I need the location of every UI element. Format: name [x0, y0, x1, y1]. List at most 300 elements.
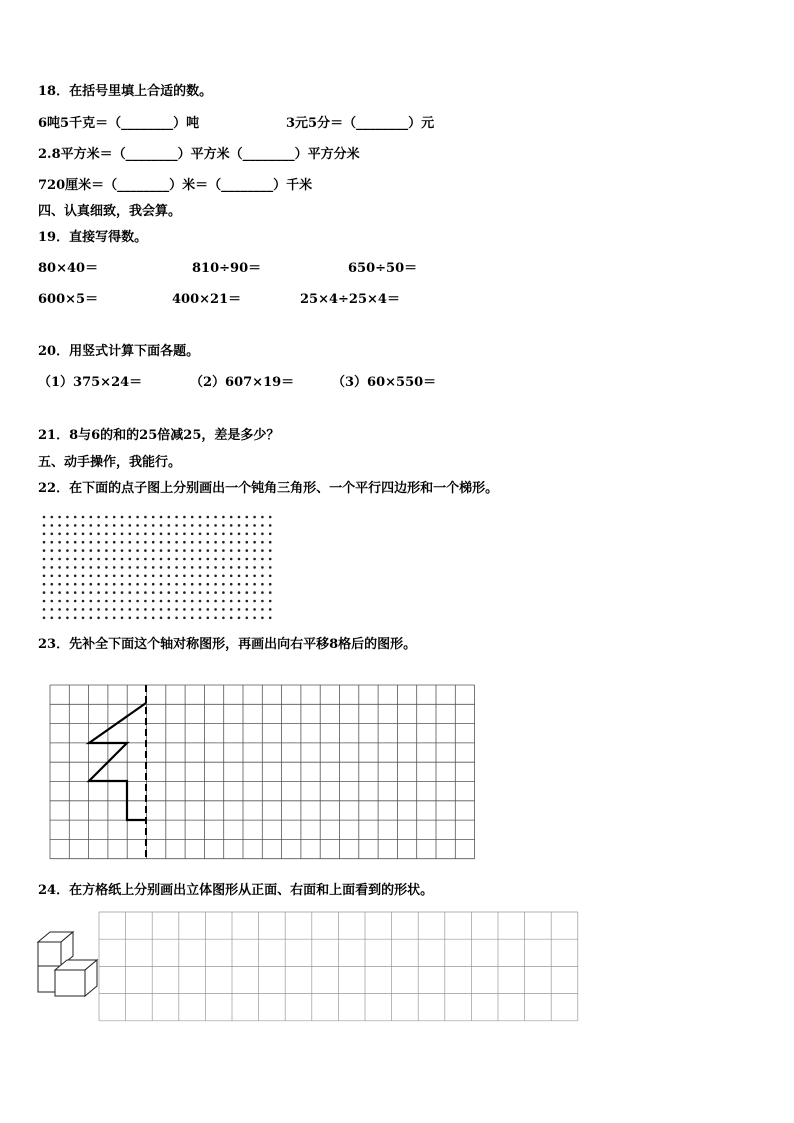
grid-dot [144, 558, 147, 561]
grid-dot [152, 600, 155, 603]
grid-dot [238, 533, 241, 536]
grid-dot [246, 600, 249, 603]
grid-dot [74, 617, 77, 620]
grid-dot [253, 541, 256, 544]
grid-dot [175, 516, 178, 519]
grid-dot [97, 617, 100, 620]
grid-dot [261, 583, 264, 586]
grid-dot [160, 617, 163, 620]
grid-dot [129, 575, 132, 578]
grid-dot [214, 549, 217, 552]
grid-dot [66, 583, 69, 586]
grid-dot [121, 608, 124, 611]
grid-dot [253, 558, 256, 561]
grid-dot [261, 541, 264, 544]
grid-dot [129, 558, 132, 561]
grid-dot [113, 591, 116, 594]
grid-dot [269, 558, 272, 561]
grid-dot [144, 541, 147, 544]
grid-dot [51, 524, 54, 527]
grid-dot [43, 524, 46, 527]
grid-dot [136, 608, 139, 611]
grid-dot [246, 524, 249, 527]
grid-dot [261, 524, 264, 527]
grid-dot [121, 533, 124, 536]
grid-dot [136, 591, 139, 594]
grid-dot [43, 533, 46, 536]
grid-dot [152, 583, 155, 586]
grid-dot [230, 541, 233, 544]
grid-dot [66, 566, 69, 569]
grid-dot [175, 533, 178, 536]
grid-dot [160, 566, 163, 569]
grid-dot [175, 549, 178, 552]
q18-line1-right: 3元5分＝（________）元 [286, 116, 435, 131]
grid-dot [175, 617, 178, 620]
grid-dot [51, 549, 54, 552]
grid-dot [66, 549, 69, 552]
grid-dot [261, 591, 264, 594]
grid-dot [269, 566, 272, 569]
grid-dot [113, 533, 116, 536]
grid-dot [222, 617, 225, 620]
grid-dot [168, 533, 171, 536]
grid-dot [74, 533, 77, 536]
q19-item: 400×21＝ [172, 292, 242, 307]
grid-dot [90, 583, 93, 586]
grid-dot [90, 591, 93, 594]
grid-dot [191, 617, 194, 620]
grid-dot [222, 541, 225, 544]
grid-dot [246, 516, 249, 519]
grid-dot [152, 617, 155, 620]
grid-dot [129, 516, 132, 519]
q20-title: 20．用竖式计算下面各题。 [38, 344, 200, 359]
grid-dot [66, 600, 69, 603]
grid-dot [51, 591, 54, 594]
grid-dot [51, 583, 54, 586]
grid-dot [113, 575, 116, 578]
grid-dot [82, 608, 85, 611]
grid-dot [238, 558, 241, 561]
grid-dot [222, 549, 225, 552]
grid-dot [43, 591, 46, 594]
grid-dot [269, 516, 272, 519]
grid-dot [129, 617, 132, 620]
grid-dot [113, 566, 116, 569]
grid-dot [82, 600, 85, 603]
grid-dot [191, 541, 194, 544]
q23-text: 23．先补全下面这个轴对称图形，再画出向右平移8格后的图形。 [38, 637, 417, 652]
grid-dot [90, 516, 93, 519]
grid-dot [261, 516, 264, 519]
grid-dot [207, 549, 210, 552]
grid-dot [238, 617, 241, 620]
grid-dot [222, 533, 225, 536]
grid-dot [214, 608, 217, 611]
grid-dot [191, 524, 194, 527]
grid-dot [230, 516, 233, 519]
grid-dot [214, 533, 217, 536]
grid-dot [253, 583, 256, 586]
grid-dot [214, 541, 217, 544]
grid-dot [58, 549, 61, 552]
grid-dot [113, 541, 116, 544]
grid-dot [269, 549, 272, 552]
grid-dot [207, 516, 210, 519]
grid-dot [58, 524, 61, 527]
half-figure [89, 703, 146, 820]
q20-item: （2）607×19＝ [190, 375, 295, 390]
grid-dot [199, 558, 202, 561]
grid-dot [97, 583, 100, 586]
grid-dot [207, 524, 210, 527]
grid-dot [246, 558, 249, 561]
grid-dot [105, 558, 108, 561]
grid-dot [136, 524, 139, 527]
grid-dot [51, 608, 54, 611]
grid-dot [144, 516, 147, 519]
grid-dot [136, 516, 139, 519]
grid-dot [121, 516, 124, 519]
grid-dot [199, 600, 202, 603]
grid-dot [222, 591, 225, 594]
grid-dot [230, 549, 233, 552]
grid-dot [144, 524, 147, 527]
grid-dot [269, 591, 272, 594]
grid-dot [207, 575, 210, 578]
grid-dot [253, 566, 256, 569]
grid-dot [253, 575, 256, 578]
grid-dot [230, 524, 233, 527]
grid-dot [90, 608, 93, 611]
grid-dot [129, 608, 132, 611]
grid-dot [74, 524, 77, 527]
grid-dot [129, 549, 132, 552]
grid-dot [58, 583, 61, 586]
grid-dot [261, 617, 264, 620]
grid-dot [113, 549, 116, 552]
grid-dot [129, 533, 132, 536]
grid-dot [97, 533, 100, 536]
grid-dot [214, 558, 217, 561]
grid-dot [58, 608, 61, 611]
grid-dot [129, 566, 132, 569]
grid-dot [152, 566, 155, 569]
grid-dot [238, 549, 241, 552]
grid-dot [183, 533, 186, 536]
grid-dot [144, 608, 147, 611]
grid-dot [58, 575, 61, 578]
grid-dot [66, 524, 69, 527]
grid-dot [82, 575, 85, 578]
grid-dot [191, 591, 194, 594]
grid-dot [58, 516, 61, 519]
grid-dot [222, 583, 225, 586]
grid-dot [66, 608, 69, 611]
grid-dot [199, 575, 202, 578]
grid-dot [207, 541, 210, 544]
q19-item: 810÷90＝ [192, 261, 262, 276]
grid-dot [222, 524, 225, 527]
grid-dot [144, 575, 147, 578]
grid-dot [82, 566, 85, 569]
grid-dot [222, 566, 225, 569]
grid-dot [74, 591, 77, 594]
grid-dot [129, 591, 132, 594]
grid-dot [207, 558, 210, 561]
grid-dot [230, 583, 233, 586]
grid-dot [183, 600, 186, 603]
grid-dot [183, 575, 186, 578]
grid-dot [168, 591, 171, 594]
grid-dot [199, 608, 202, 611]
grid-dot [253, 533, 256, 536]
grid-dot [183, 591, 186, 594]
grid-dot [121, 591, 124, 594]
grid-dot [51, 566, 54, 569]
grid-dot [113, 583, 116, 586]
q18-line1-left: 6吨5千克＝（________）吨 [38, 116, 200, 131]
grid-dot [66, 617, 69, 620]
grid-dot [222, 558, 225, 561]
grid-dot [191, 516, 194, 519]
grid-dot [261, 549, 264, 552]
grid-lines [50, 685, 475, 859]
grid-dot [74, 583, 77, 586]
grid-dot [121, 575, 124, 578]
grid-dot [175, 575, 178, 578]
q20-item: （1）375×24＝ [38, 375, 143, 390]
grid-dot [105, 541, 108, 544]
grid-dot [51, 541, 54, 544]
grid-dot [199, 549, 202, 552]
grid-dot [168, 600, 171, 603]
grid-dot [58, 566, 61, 569]
grid-dot [191, 575, 194, 578]
grid-dot [246, 608, 249, 611]
q19-item: 80×40＝ [38, 261, 99, 276]
grid-dot [160, 583, 163, 586]
grid-dot [136, 617, 139, 620]
grid-dot [222, 575, 225, 578]
grid-dot [74, 566, 77, 569]
grid-dot [238, 591, 241, 594]
grid-dot [82, 516, 85, 519]
grid-dot [222, 600, 225, 603]
grid-dot [90, 600, 93, 603]
grid-dot [238, 524, 241, 527]
grid-dot [43, 566, 46, 569]
grid-dot [261, 575, 264, 578]
grid-dot [82, 524, 85, 527]
grid-dot [160, 541, 163, 544]
grid-dot [105, 591, 108, 594]
grid-dot [199, 591, 202, 594]
grid-dot [51, 533, 54, 536]
grid-dot [105, 524, 108, 527]
grid-dot [113, 600, 116, 603]
grid-dot [74, 600, 77, 603]
grid-dot [90, 533, 93, 536]
grid-dot [136, 541, 139, 544]
grid-dot [144, 549, 147, 552]
grid-dot [105, 516, 108, 519]
grid-dot [121, 549, 124, 552]
grid-dot [168, 575, 171, 578]
grid-dot [90, 524, 93, 527]
grid-dot [74, 516, 77, 519]
grid-dot [152, 541, 155, 544]
grid-dot [152, 575, 155, 578]
grid-dot [199, 583, 202, 586]
grid-dot [183, 549, 186, 552]
grid-dot [207, 583, 210, 586]
grid-dot [105, 566, 108, 569]
grid-dot [183, 608, 186, 611]
grid-dot [253, 591, 256, 594]
q19-item: 25×4÷25×4＝ [300, 292, 400, 307]
grid-dot [90, 617, 93, 620]
grid-dot [74, 575, 77, 578]
grid-dot [261, 566, 264, 569]
grid-dot [175, 541, 178, 544]
view-drawing-grid[interactable] [98, 911, 581, 1023]
grid-dot [121, 600, 124, 603]
grid-dot [214, 617, 217, 620]
grid-dot [43, 541, 46, 544]
grid-dot [175, 558, 178, 561]
grid-dot [113, 608, 116, 611]
grid-dot [207, 617, 210, 620]
grid-dot [222, 516, 225, 519]
q19-item: 600×5＝ [38, 292, 99, 307]
grid-dot [66, 516, 69, 519]
grid-dot [66, 575, 69, 578]
grid-dot [66, 533, 69, 536]
grid-dot [168, 516, 171, 519]
grid-dot [191, 558, 194, 561]
grid-dot [253, 524, 256, 527]
grid-dot [43, 516, 46, 519]
grid-dot [238, 600, 241, 603]
grid-dot [269, 600, 272, 603]
grid-dot [183, 617, 186, 620]
grid-dot [238, 583, 241, 586]
grid-dot [152, 591, 155, 594]
grid-dot [199, 533, 202, 536]
grid-dot [168, 549, 171, 552]
grid-dot [160, 516, 163, 519]
grid-dot [74, 541, 77, 544]
grid-dot [82, 558, 85, 561]
grid-dot [152, 549, 155, 552]
grid-dot [160, 524, 163, 527]
grid-dot [269, 617, 272, 620]
grid-dot [207, 591, 210, 594]
grid-dot [230, 558, 233, 561]
grid-dot [230, 566, 233, 569]
grid-dot [66, 541, 69, 544]
grid-dot [105, 533, 108, 536]
grid-dot [90, 549, 93, 552]
grid-dot [58, 600, 61, 603]
grid-dot [97, 608, 100, 611]
grid-dot [121, 524, 124, 527]
grid-dot [90, 541, 93, 544]
grid-dot [160, 608, 163, 611]
grid-dot [191, 566, 194, 569]
grid-dot [230, 591, 233, 594]
grid-dot [269, 608, 272, 611]
grid-dot [238, 575, 241, 578]
symmetry-grid[interactable] [48, 683, 479, 861]
grid-dot [97, 541, 100, 544]
grid-dot [51, 558, 54, 561]
grid-dot [97, 516, 100, 519]
grid-dot [97, 591, 100, 594]
grid-dot [113, 524, 116, 527]
grid-dot [222, 608, 225, 611]
grid-dot [152, 533, 155, 536]
grid-dot [152, 516, 155, 519]
grid-dot [168, 541, 171, 544]
grid-dot [269, 524, 272, 527]
grid-dot [183, 516, 186, 519]
q18-line2: 2.8平方米＝（________）平方米（________）平方分米 [38, 147, 360, 162]
grid-dot [168, 617, 171, 620]
q24-text: 24．在方格纸上分别画出立体图形从正面、右面和上面看到的形状。 [38, 883, 434, 898]
grid-dot [105, 608, 108, 611]
grid-dot [82, 549, 85, 552]
grid-dot [207, 566, 210, 569]
grid-dot [269, 583, 272, 586]
grid-dot [214, 575, 217, 578]
grid-dot [160, 575, 163, 578]
grid-dot [43, 617, 46, 620]
grid-dot [168, 583, 171, 586]
grid-dot [66, 591, 69, 594]
dot-grid[interactable] [40, 512, 272, 622]
grid-dot [113, 558, 116, 561]
grid-dot [199, 566, 202, 569]
grid-dot [246, 541, 249, 544]
grid-dot [97, 600, 100, 603]
grid-dot [105, 549, 108, 552]
grid-dot [214, 524, 217, 527]
grid-dot [168, 558, 171, 561]
grid-dot [43, 608, 46, 611]
grid-dot [58, 541, 61, 544]
grid-dot [168, 608, 171, 611]
grid-dot [113, 516, 116, 519]
grid-dot [246, 566, 249, 569]
grid-dot [199, 541, 202, 544]
grid-dot [214, 516, 217, 519]
grid-dot [97, 549, 100, 552]
grid-dot [136, 549, 139, 552]
grid-dot [199, 524, 202, 527]
grid-dot [238, 608, 241, 611]
grid-dot [191, 533, 194, 536]
grid-dot [97, 575, 100, 578]
grid-dot [253, 617, 256, 620]
grid-dot [238, 541, 241, 544]
grid-dot [82, 541, 85, 544]
section-4-heading: 四、认真细致，我会算。 [38, 204, 182, 219]
grid-dot [144, 566, 147, 569]
grid-dot [238, 566, 241, 569]
